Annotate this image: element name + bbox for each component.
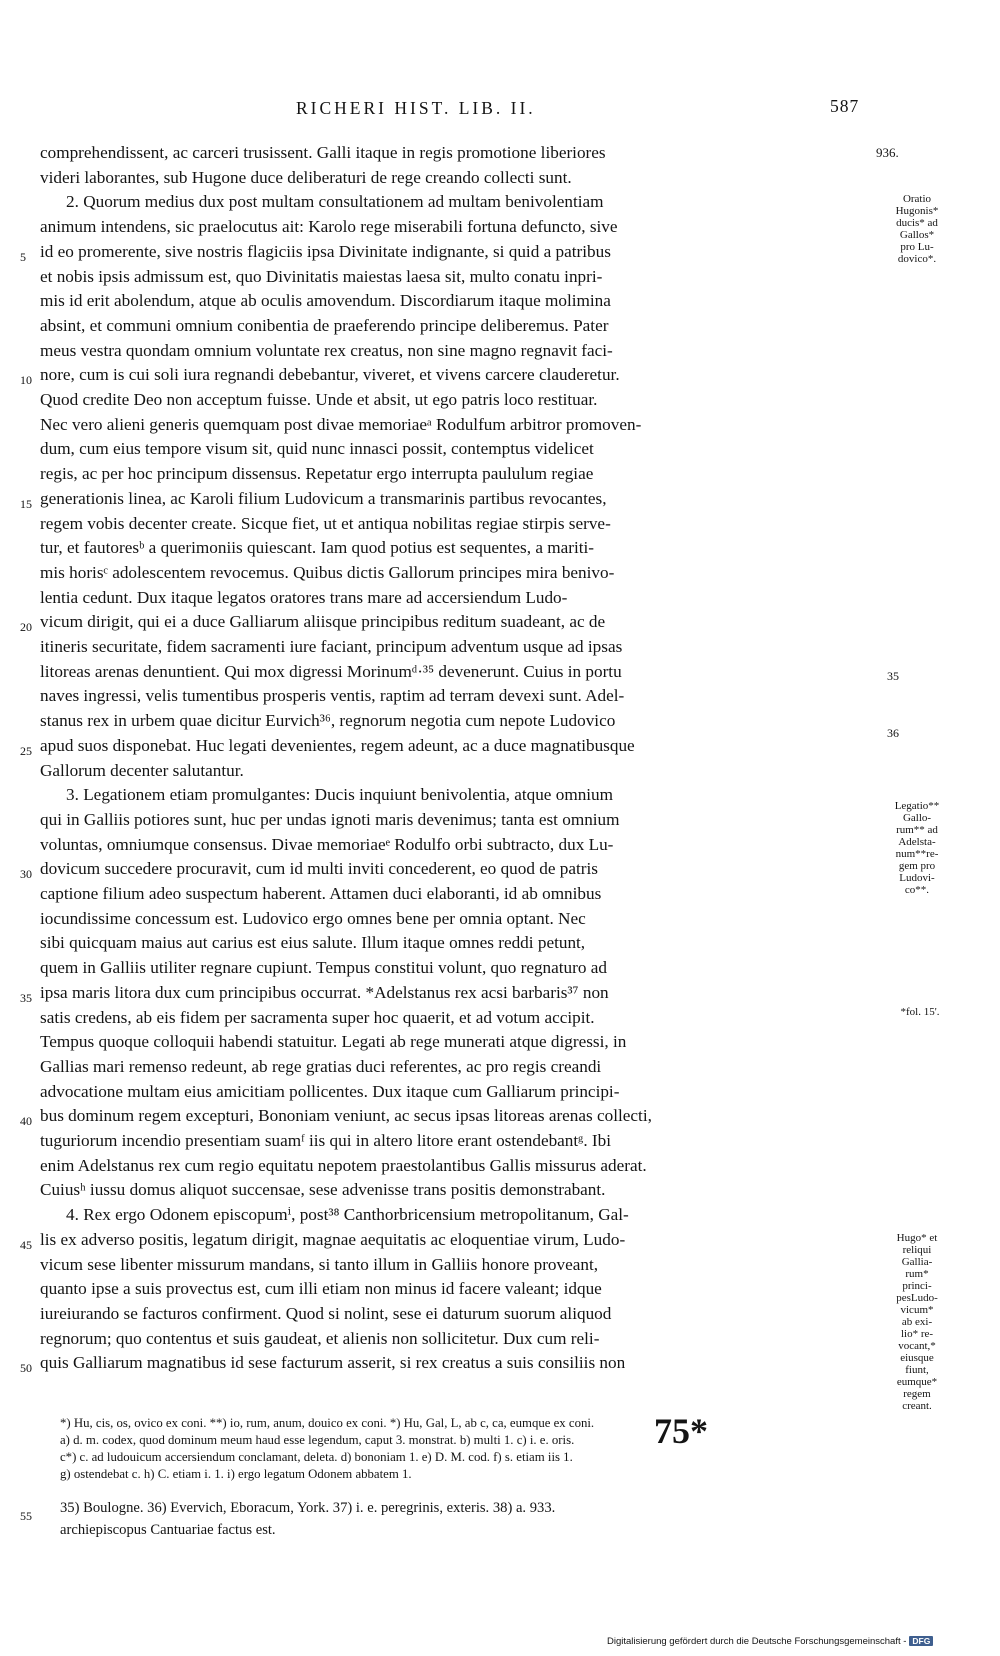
text-line: regem vobis decenter create. Sicque fiet, ut et antiqua nobilitas regiae stirpis serve- [40,513,611,533]
text-line: lis ex adverso positis, legatum dirigit, magnae aequitatis ac eloquentiae virum, Ludo- [40,1229,626,1249]
line-number: 15 [20,497,32,511]
text-line: iureiurando se facturos confirment. Quod si nolint, sese ei daturum suorum aliquod [40,1303,612,1323]
line-number: 10 [20,373,32,387]
text-line: stanus rex in urbem quae dicitur Eurvich³⁶, regnorum negotia cum nepote Ludovico [40,711,616,731]
text-line: mis id erit abolendum, atque ab oculis amovendum. Discordiarum itaque molimina [40,291,611,311]
line-number: 20 [20,620,32,634]
page-number: 587 [830,96,860,116]
folio-signature: 75* [654,1411,708,1451]
text-line: comprehendissent, ac carceri trusissent. Galli itaque in regis promotione liberiores [40,143,606,162]
text-line: tuguriorum incendio presentiam suamᶠ iis qui in altero litore erant ostendebantᵍ. Ibi [40,1131,612,1150]
line-number: 25 [20,744,32,758]
text-line: id eo promerente, sive nostris flagiciis ipsa Divinitate indignante, si quid a patribus [40,241,611,261]
text-line: regis, ac per hoc principum dissensus. Repetatur ergo interrupta paululum regiae [40,464,594,484]
line-number: 5 [20,250,26,264]
line-number: 35 [20,991,32,1005]
text-line: videri laborantes, sub Hugone duce deliberaturi de rege creando collecti sunt. [40,167,572,187]
text-line: tur, et fautoresᵇ a querimoniis quiescant. Iam quod potius est sequentes, a mariti- [40,538,595,558]
page-header [0,98,1000,124]
margin-note-35: 35 [887,669,899,683]
footnote-line: archiepiscopus Cantuariae factus est. [60,1522,276,1538]
text-line: quanto ipse a suis provectus est, cum illi etiam non minus id facere valeant; idque [40,1279,602,1299]
text-line: quem in Galliis utiliter regnare cupiunt. Tempus constitui volunt, quo regnaturo ad [40,958,607,978]
text-line: generationis linea, ac Karoli filium Ludovicum a transmarinis partibus revocantes, [40,488,607,508]
margin-note-36: 36 [887,726,899,740]
text-line: nore, cum is cui soli iura regnandi debebantur, viveret, et vivens carcere clauderetur. [40,365,620,385]
text-line: mis horisᶜ adolescentem revocemus. Quibus dictis Gallorum principes mira benivo- [40,562,615,582]
text-line: et nobis ipsis admissum est, quo Divinitatis maiestas laesa sit, multo conatu inpri- [40,266,603,286]
text-line: meus vestra quondam omnium voluntate rex creatus, non sine magno regnavit faci- [40,340,613,360]
text-line: Nec vero alieni generis quemquam post divae memoriaeᵃ Rodulfum arbitror promoven- [40,414,642,434]
text-line: 4. Rex ergo Odonem episcopumⁱ, post³⁸ Canthorbricensium metropolitanum, Gal- [66,1205,629,1225]
digitization-credit [607,1636,933,1647]
text-line: 2. Quorum medius dux post multam consultationem ad multam benivolentiam [66,192,604,212]
text-line: bus dominum regem excepturi, Bononiam veniunt, ac secus ipsas litoreas arenas collecti, [40,1106,652,1126]
text-line: vicum sese libenter missurum mandans, si tanto illum in Galliis honore proveant, [40,1254,599,1274]
text-line: Gallias mari remenso redeunt, ab rege gratias duci referentes, ac pro regis creandi [40,1056,602,1076]
margin-note-fol: *fol. 15'. [900,1006,940,1018]
text-line: Gallorum decenter salutantur. [40,760,244,780]
text-line: dum, cum eius tempore visum sit, quid nunc innasci possit, contemptus videlicet [40,439,594,459]
text-line: dovicum succedere procuravit, cum id multi inviti concederent, eo quod de patris [40,859,598,879]
dfg-logo: DFG [909,1636,933,1646]
line-number: 45 [20,1238,32,1252]
line-number: 40 [20,1114,32,1128]
margin-note-oratio: Oratio Hugonis* ducis* ad Gallos* pro Lu- dovico*. [895,193,939,265]
margin-note-legatio: Legatio** Gallo- rum** ad Adelsta- num**re- gem pro Ludovi- co**. [894,800,940,896]
text-line: satis credens, ab eis fidem per sacramenta super hoc quaerit, et ad votum accipit. [40,1007,595,1027]
text-line: 3. Legationem etiam promulgantes: Ducis inquiunt benivolentia, atque omnium [66,785,614,805]
text-line: Cuiusʰ iussu domus aliquot succensae, sese advenisse trans positis demonstrabant. [40,1180,606,1200]
text-line: qui in Galliis potiores sunt, huc per undas ignoti maris devenimus; tanta est omnium [40,809,620,829]
text-line: sibi quicquam maius aut carius est eius salute. Illum itaque omnes reddi petunt, [40,933,586,953]
text-line: regnorum; quo contentus et suis gaudeat, et alienis non sollicitetur. Dux cum reli- [40,1328,600,1348]
text-line: animum intendens, sic praelocutus ait: Karolo rege miserabili fortuna defuncto, sive [40,217,618,237]
text-line: ipsa maris litora dux cum principibus occurrat. *Adelstanus rex acsi barbaris³⁷ non [40,982,609,1002]
footnote-line: c*) c. ad ludouicum accersiendum conclamant, deleta. d) bononiam 1. e) D. M. cod. f) s. etiam iis 1. [60,1450,573,1464]
line-number: 30 [20,867,32,881]
text-line: lentia cedunt. Dux itaque legatos oratores trans mare ad accersiendum Ludo- [40,587,568,607]
line-number: 55 [20,1509,32,1523]
text-line: Quod credite Deo non acceptum fuisse. Unde et absit, ut ego patris loco restituar. [40,390,598,409]
text-line: advocatione multam eius amicitiam pollicentes. Dux itaque cum Galliarum principi- [40,1081,620,1101]
text-line: apud suos disponebat. Huc legati devenientes, regem adeunt, ac a duce magnatibusque [40,735,635,755]
margin-year: 936. [876,145,899,160]
text-line: absint, et communi omnium conibentia de praeferendo principe deliberemus. Pater [40,315,609,335]
text-line: voluntas, omniumque consensus. Divae memoriaeᵉ Rodulfo orbi subtracto, dux Lu- [40,834,614,854]
text-line: litoreas arenas denuntient. Qui mox digressi Morinumᵈ·³⁵ devenerunt. Cuius in portu [40,661,622,681]
text-line: captione filium adeo suspectum haberent. Attamen duci elaboranti, id ab omnibus [40,884,602,903]
text-line: enim Adelstanus rex cum regio equitatu nepotem praestolantibus Gallis missurus aderat. [40,1155,647,1175]
margin-note-hugo: Hugo* et reliqui Gallia- rum* princi- pesLudo- vicum* ab exi- lio* re- vocant,* eiusque fiunt, eumque* regem creant. [896,1232,938,1412]
footnote-line: *) Hu, cis, os, ovico ex coni. **) io, rum, anum, douico ex coni. *) Hu, Gal, L, ab c, ca, eumque ex coni. [60,1416,595,1430]
credit-text: Digitalisierung gefördert durch die Deutsche Forschungsgemeinschaft - [607,1636,907,1647]
footnote-line: 35) Boulogne. 36) Evervich, Eboracum, York. 37) i. e. peregrinis, exteris. 38) a. 933. [60,1500,556,1516]
line-number: 50 [20,1361,32,1375]
text-line: Tempus quoque colloquii habendi statuitur. Legati ab rege munerati atque digressi, in [40,1032,627,1052]
footnote-line: a) d. m. codex, quod dominum meum haud esse legendum, caput 3. monstrat. b) multi 1. c) i. e. oris. [60,1433,575,1447]
footnote-line: g) ostendebat c. h) C. etiam i. 1. i) ergo legatum Odonem abbatem 1. [60,1467,412,1481]
text-line: iocundissime concessum est. Ludovico ergo omnes bene per omnia optant. Nec [40,908,586,928]
text-line: quis Galliarum magnatibus id sese facturum asserit, si rex creatus a suis consiliis non [40,1353,626,1373]
text-line: vicum dirigit, qui ei a duce Galliarum aliisque principibus reditum suadeant, ac de [40,612,606,632]
running-title: RICHERI HIST. LIB. II. [296,98,536,118]
text-line: naves ingressi, velis tumentibus prosperis ventis, raptim ad terram devexi sunt. Adel- [40,686,625,706]
text-line: itineris securitate, fidem sacramenti iure faciant, principum adventum usque ad ipsas [40,637,623,656]
